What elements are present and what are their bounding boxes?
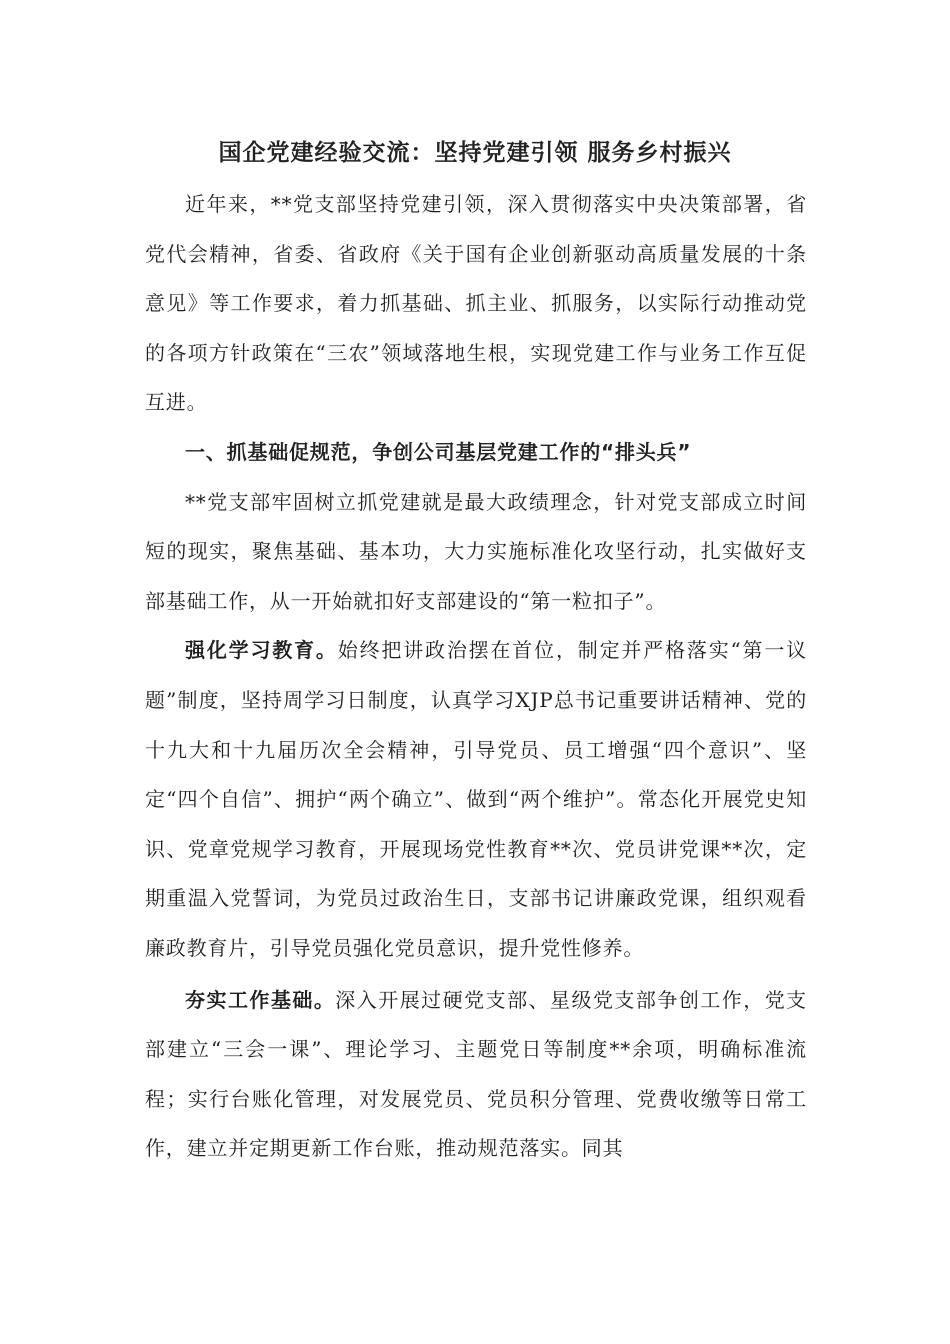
foundation-work-paragraph (145, 976, 807, 1174)
section-1-intro-paragraph: **党支部牢固树立抓党建就是最大政绩理念，针对党支部成立时间短的现实，聚焦基础、基本功，大力实施标准化攻坚行动，扎实做好支部基础工作，从一开始就扣好支部建设的“第一粒扣子”。 (145, 489, 807, 613)
foundation-work-text: 深入开展过硬党支部、星级党支部争创工作，党支部建立“三会一课”、理论学习、主题党日等制度**余项，明确标准流程；实行台账化管理，对发展党员、党员积分管理、党费收缴等日常工作，建立并定期更新工作台账，推动规范落实。同其 (145, 987, 807, 1161)
intro-paragraph: 近年来，**党支部坚持党建引领，深入贯彻落实中央决策部署，省党代会精神，省委、省政府《关于国有企业创新驱动高质量发展的十条意见》等工作要求，着力抓基础、抓主业、抓服务，以实际行动推动党的各项方针政策在“三农”领域落地生根，实现党建工作与业务工作互促互进。 (145, 192, 807, 415)
document-body (145, 180, 807, 1174)
document-title: 国企党建经验交流：坚持党建引领 服务乡村振兴 (218, 140, 732, 166)
foundation-work-lead: 夯实工作基础。 (185, 987, 336, 1012)
study-education-text: 始终把讲政治摆在首位，制定并严格落实“第一议题”制度，坚持周学习日制度，认真学习XJP总书记重要讲话精神、党的十九大和十九届历次全会精神，引导党员、员工增强“四个意识”、坚定“四个自信”、拥护“两个确立”、做到“两个维护”。常态化开展党史知识、党章党规学习教育，开展现场党性教育**次、党员讲党课**次，定期重温入党誓词，为党员过政治生日，支部书记讲廉政党课，组织观看廉政教育片，引导党员强化党员意识，提升党性修养。 (145, 638, 807, 960)
study-education-lead: 强化学习教育。 (185, 638, 338, 663)
section-heading-1: 一、抓基础促规范，争创公司基层党建工作的“排头兵” (185, 439, 692, 464)
study-education-paragraph (145, 626, 807, 973)
